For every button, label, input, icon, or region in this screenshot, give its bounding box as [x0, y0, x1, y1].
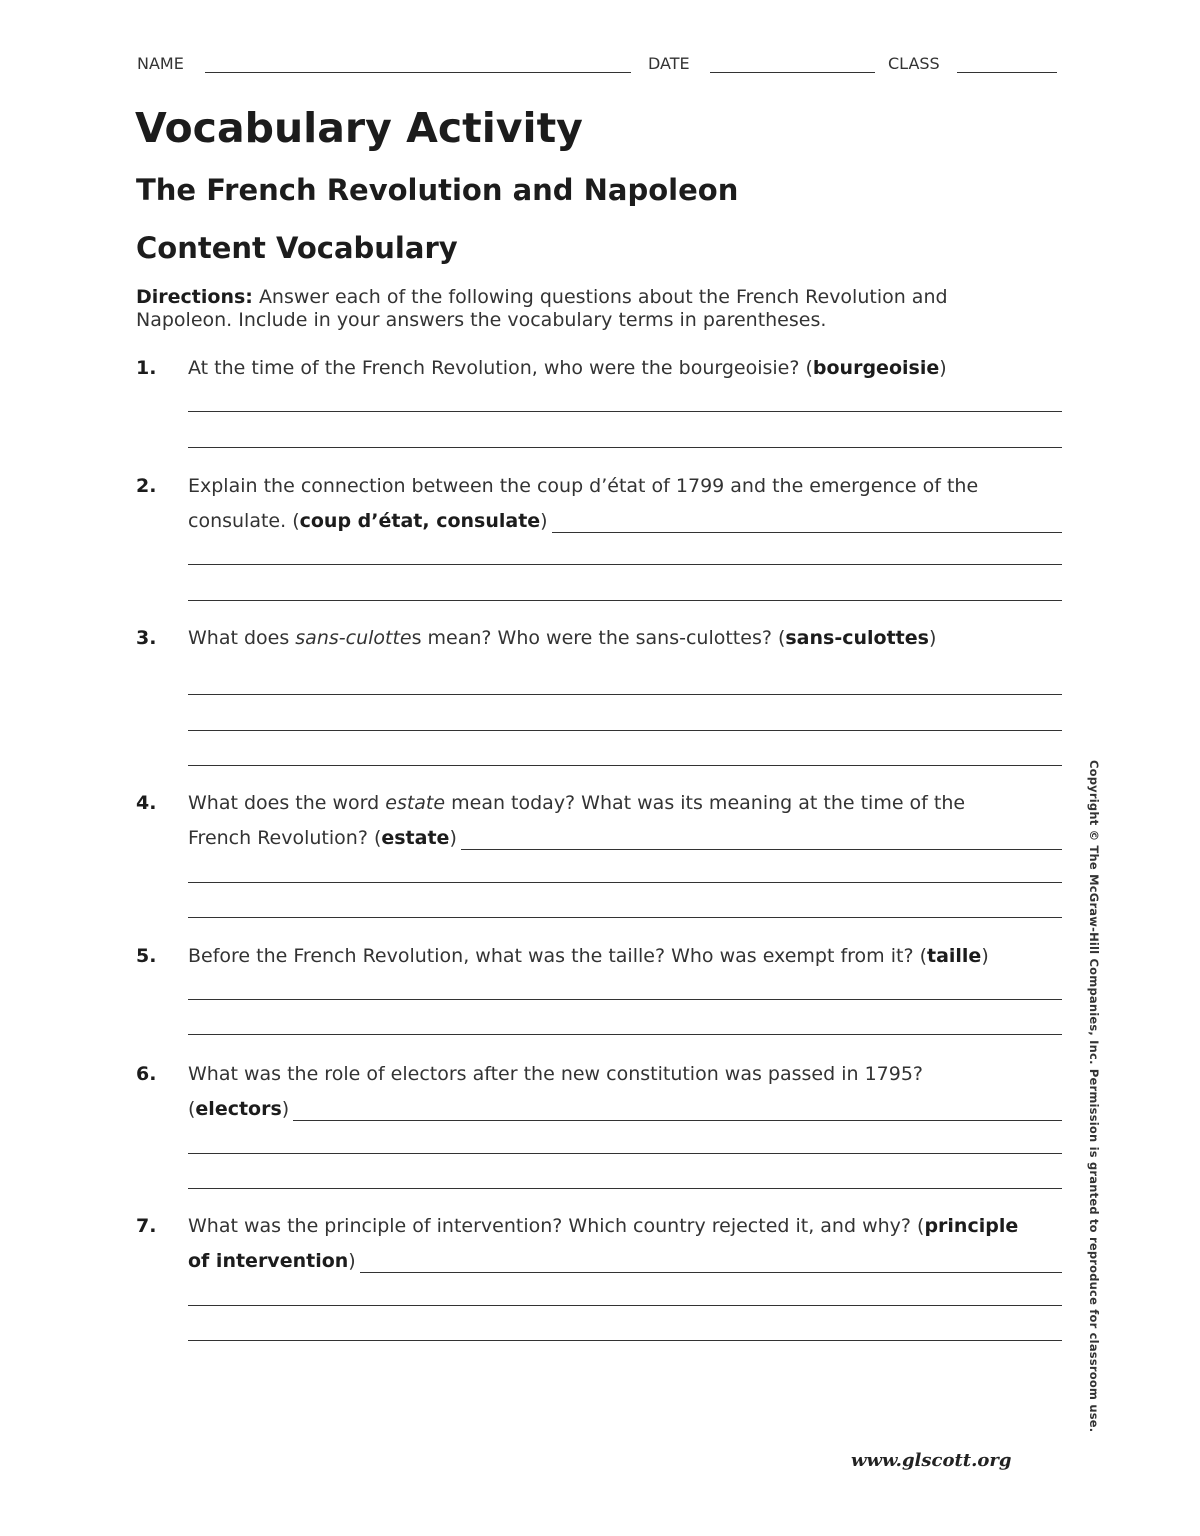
question-number: 1. — [136, 357, 157, 379]
date-label: DATE — [648, 54, 690, 73]
answer-line[interactable] — [188, 411, 1062, 412]
question-text-continued: French Revolution? (estate) — [188, 826, 1062, 850]
question-number: 7. — [136, 1215, 157, 1237]
answer-line[interactable] — [360, 1252, 1062, 1273]
vocab-term: bourgeoisie — [812, 357, 940, 379]
answer-line[interactable] — [188, 694, 1062, 695]
question-text: What was the role of electors after the new constitution was passed in 1795? — [188, 1063, 924, 1085]
question-text: What was the principle of intervention? Which country rejected it, and why? (principle — [188, 1215, 1019, 1237]
answer-line[interactable] — [188, 882, 1062, 883]
answer-line[interactable] — [461, 829, 1062, 850]
question-text-continued: consulate. (coup d’état, consulate) — [188, 509, 1062, 533]
answer-line[interactable] — [188, 1340, 1062, 1341]
copyright-notice: Copyright © The McGraw-Hill Companies, Inc. Permission is granted to reproduce for classroom use. — [1087, 760, 1101, 1433]
page-title: Vocabulary Activity — [135, 104, 583, 152]
question-number: 5. — [136, 945, 157, 967]
vocab-term: electors — [195, 1098, 282, 1120]
question-text-continued: (electors) — [188, 1097, 1062, 1121]
section-heading: Content Vocabulary — [136, 231, 458, 265]
page-subtitle: The French Revolution and Napoleon — [136, 173, 739, 207]
answer-line[interactable] — [188, 1305, 1062, 1306]
date-blank[interactable] — [710, 72, 875, 73]
question-text: Before the French Revolution, what was the taille? Who was exempt from it? (taille) — [188, 945, 989, 967]
question-text: Explain the connection between the coup d’état of 1799 and the emergence of the — [188, 475, 979, 497]
name-blank[interactable] — [205, 72, 631, 73]
question-number: 6. — [136, 1063, 157, 1085]
header-fields — [137, 54, 1057, 76]
directions — [136, 286, 1036, 332]
question-number: 4. — [136, 792, 157, 814]
answer-line[interactable] — [188, 730, 1062, 731]
vocab-term: taille — [926, 945, 982, 967]
answer-line[interactable] — [188, 1034, 1062, 1035]
answer-line[interactable] — [293, 1100, 1062, 1121]
vocab-term: sans-culottes — [785, 627, 929, 649]
answer-line[interactable] — [188, 600, 1062, 601]
answer-line[interactable] — [188, 917, 1062, 918]
vocab-term: principle — [924, 1215, 1019, 1237]
answer-line[interactable] — [188, 1153, 1062, 1154]
question-text: What does sans-culottes mean? Who were the sans-culottes? (sans-culottes) — [188, 627, 937, 649]
directions-text: Answer each of the following questions about the French Revolution and Napoleon. Include in your answers the vocabulary terms in parentheses. — [136, 286, 948, 331]
answer-line[interactable] — [188, 1188, 1062, 1189]
vocab-term: of intervention — [188, 1250, 349, 1272]
answer-line[interactable] — [188, 765, 1062, 766]
footer-url[interactable]: www.glscott.org — [851, 1450, 1012, 1471]
vocab-term: estate — [381, 827, 450, 849]
question-number: 2. — [136, 475, 157, 497]
question-text: At the time of the French Revolution, who were the bourgeoisie? (bourgeoisie) — [188, 357, 947, 379]
class-blank[interactable] — [957, 72, 1057, 73]
question-text-continued: of intervention) — [188, 1249, 1062, 1273]
directions-label: Directions: — [136, 286, 253, 308]
answer-line[interactable] — [188, 447, 1062, 448]
answer-line[interactable] — [552, 512, 1062, 533]
answer-line[interactable] — [188, 999, 1062, 1000]
name-label: NAME — [137, 54, 184, 73]
question-text: What does the word estate mean today? What was its meaning at the time of the — [188, 792, 966, 814]
answer-line[interactable] — [188, 564, 1062, 565]
class-label: CLASS — [888, 54, 940, 73]
question-number: 3. — [136, 627, 157, 649]
vocab-term: coup d’état, consulate — [299, 510, 541, 532]
